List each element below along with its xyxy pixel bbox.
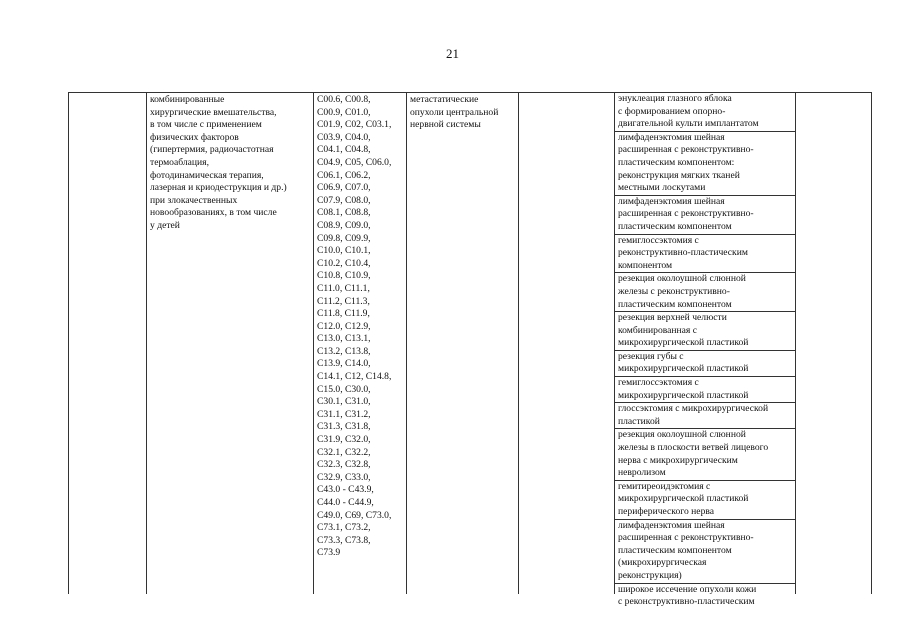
column-icd-codes xyxy=(313,93,406,594)
patient-model-text: метастатические опухоли центральной нервной системы xyxy=(410,94,499,131)
procedure-item xyxy=(615,93,795,132)
column-disease-description xyxy=(146,93,313,594)
procedure-item xyxy=(615,403,795,429)
procedure-item xyxy=(615,235,795,274)
procedure-text: резекция губы с микрохирургической пластикой xyxy=(618,350,749,375)
procedure-text: лимфаденэктомия шейная расширенная с реконструктивно- пластическим компонентом: реконструкция мягких тканей местными лоскутами xyxy=(618,131,754,194)
column-cost xyxy=(795,93,871,594)
procedure-text: резекция околоушной слюнной железы с реконструктивно- пластическим компонентом xyxy=(618,273,746,310)
procedure-text: лимфаденэктомия шейная расширенная с реконструктивно- пластическим компонентом xyxy=(618,195,754,232)
procedure-item xyxy=(615,520,795,584)
procedure-item xyxy=(615,273,795,312)
disease-description-text: комбинированные хирургические вмешательства, в том числе с применением физических факторов (гипертермия, радиочастотная термоаблация, фотодинамическая терапия, лазерная и криодеструкция и др.) при злокачественных новообразованиях, в том числе у детей xyxy=(150,94,287,231)
medical-procedures-table xyxy=(68,92,872,608)
column-treatment-type xyxy=(518,93,614,594)
procedure-item xyxy=(615,584,795,609)
procedure-item xyxy=(615,351,795,377)
procedure-item xyxy=(615,377,795,403)
page-number: 21 xyxy=(446,46,459,61)
procedure-item xyxy=(615,481,795,520)
procedure-text: гемиглоссэктомия с реконструктивно-пластическим компонентом xyxy=(618,234,748,271)
procedure-item xyxy=(615,132,795,196)
procedure-text: резекция верхней челюсти комбинированная с микрохирургической пластикой xyxy=(618,312,749,349)
procedure-item xyxy=(615,312,795,351)
procedure-item xyxy=(615,196,795,235)
procedure-text: лимфаденэктомия шейная расширенная с реконструктивно- пластическим компонентом (микрохирургическая реконструкция) xyxy=(618,519,754,581)
procedure-text: резекция околоушной слюнной железы в плоскости ветвей лицевого нерва с микрохирургическим невролизом xyxy=(618,429,769,479)
column-patient-model xyxy=(406,93,518,594)
procedure-text: широкое иссечение опухоли кожи с реконструктивно-пластическим xyxy=(618,583,757,608)
procedure-text: глоссэктомия с микрохирургической пластикой xyxy=(618,403,769,427)
icd-codes-text: C00.6, C00.8, C00.9, C01.0, C01.9, C02, C03.1, C03.9, C04.0, C04.1, C04.8, C04.9, C05, C06.0, C06.1, C06.2, C06.9, C07.0, C07.9, C08.0, C08.1, C08.8, C08.9, C09.0, C09.8, C09.9, C10.0, C10.1, C10.2, C10.4, C10.8, C10.9, C11.0, C11.1, C11.2, C11.3, C11.8, C11.9, C12.0, C12.9, C13.0, C13.1, C13.2, C13.8, C13.9, C14.0, C14.1, C12, C14.8, C15.0, C30.0, C30.1, C31.0, C31.1, C31.2, C31.3, C31.8, C31.9, C32.0, C32.1, C32.2, C32.3, C32.8, C32.9, C33.0, C43.0 - C43.9, C44.0 - C44.9, C49.0, C69, C73.0, C73.1, C73.2, C73.3, C73.8, C73.9 xyxy=(317,94,392,559)
procedure-text: энуклеация глазного яблока с формированием опорно- двигательной культи имплантатом xyxy=(618,93,759,130)
procedure-text: гемиглоссэктомия с микрохирургической пластикой xyxy=(618,377,749,401)
procedure-text: гемитиреоидэктомия с микрохирургической пластикой периферического нерва xyxy=(618,480,749,517)
procedure-item xyxy=(615,429,795,480)
column-procedures xyxy=(614,93,795,608)
column-row-number xyxy=(69,93,146,594)
